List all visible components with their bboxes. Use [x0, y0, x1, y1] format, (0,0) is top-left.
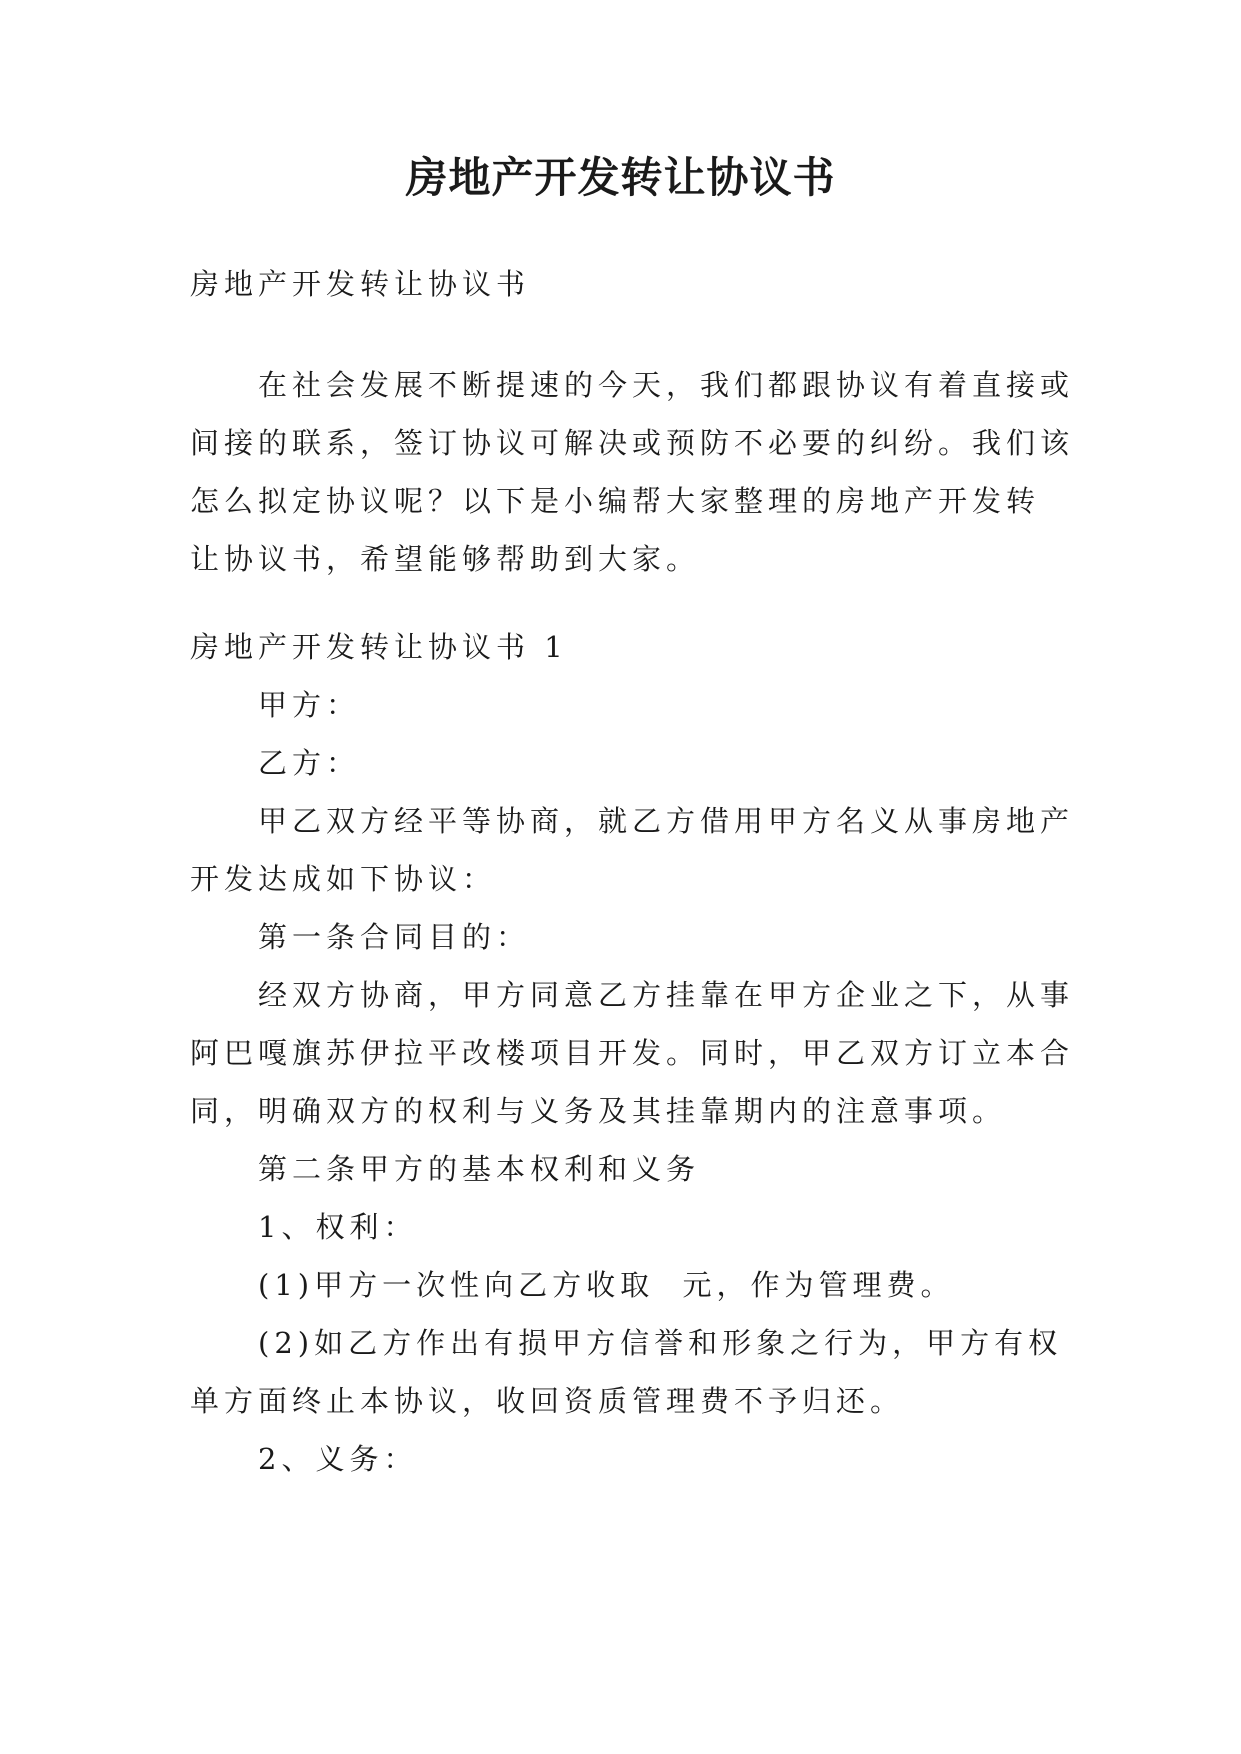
article-1-heading: 第一条合同目的：: [258, 920, 531, 954]
right-item-1: (1)甲方一次性向乙方收取 元，作为管理费。: [258, 1268, 955, 1302]
party-b-label: 乙方：: [258, 746, 361, 780]
intro-paragraph: [190, 356, 1075, 588]
intro-line: 怎么拟定协议呢？以下是小编帮大家整理的房地产开发转: [190, 484, 1041, 518]
section-1: [190, 618, 1075, 1488]
article-2-heading: 第二条甲方的基本权利和义务: [258, 1152, 701, 1186]
right-item-2-line: (2)如乙方作出有损甲方信誉和形象之行为，甲方有权: [258, 1326, 1063, 1360]
intro-line: 间接的联系，签订协议可解决或预防不必要的纠纷。我们该: [190, 426, 1075, 460]
right-item-2-line: 单方面终止本协议，收回资质管理费不予归还。: [190, 1384, 905, 1418]
intro-line: 让协议书，希望能够帮助到大家。: [190, 542, 701, 576]
section-heading: 房地产开发转让协议书 1: [190, 630, 568, 664]
preamble-line: 甲乙双方经平等协商，就乙方借用甲方名义从事房地产: [258, 804, 1075, 838]
duties-heading: 2、义务：: [258, 1442, 418, 1476]
intro-line: 在社会发展不断提速的今天，我们都跟协议有着直接或: [258, 368, 1075, 402]
article-1-line: 经双方协商，甲方同意乙方挂靠在甲方企业之下，从事: [258, 978, 1075, 1012]
subtitle-text: 房地产开发转让协议书: [190, 267, 531, 301]
party-a-label: 甲方：: [258, 688, 361, 722]
document-title: 房地产开发转让协议书: [405, 153, 836, 202]
document-subtitle: [190, 255, 1054, 313]
article-1-line: 同，明确双方的权利与义务及其挂靠期内的注意事项。: [190, 1094, 1007, 1128]
rights-heading: 1、权利：: [258, 1210, 418, 1244]
article-1-line: 阿巴嘎旗苏伊拉平改楼项目开发。同时，甲乙双方订立本合: [190, 1036, 1075, 1070]
preamble-line: 开发达成如下协议：: [190, 862, 497, 896]
